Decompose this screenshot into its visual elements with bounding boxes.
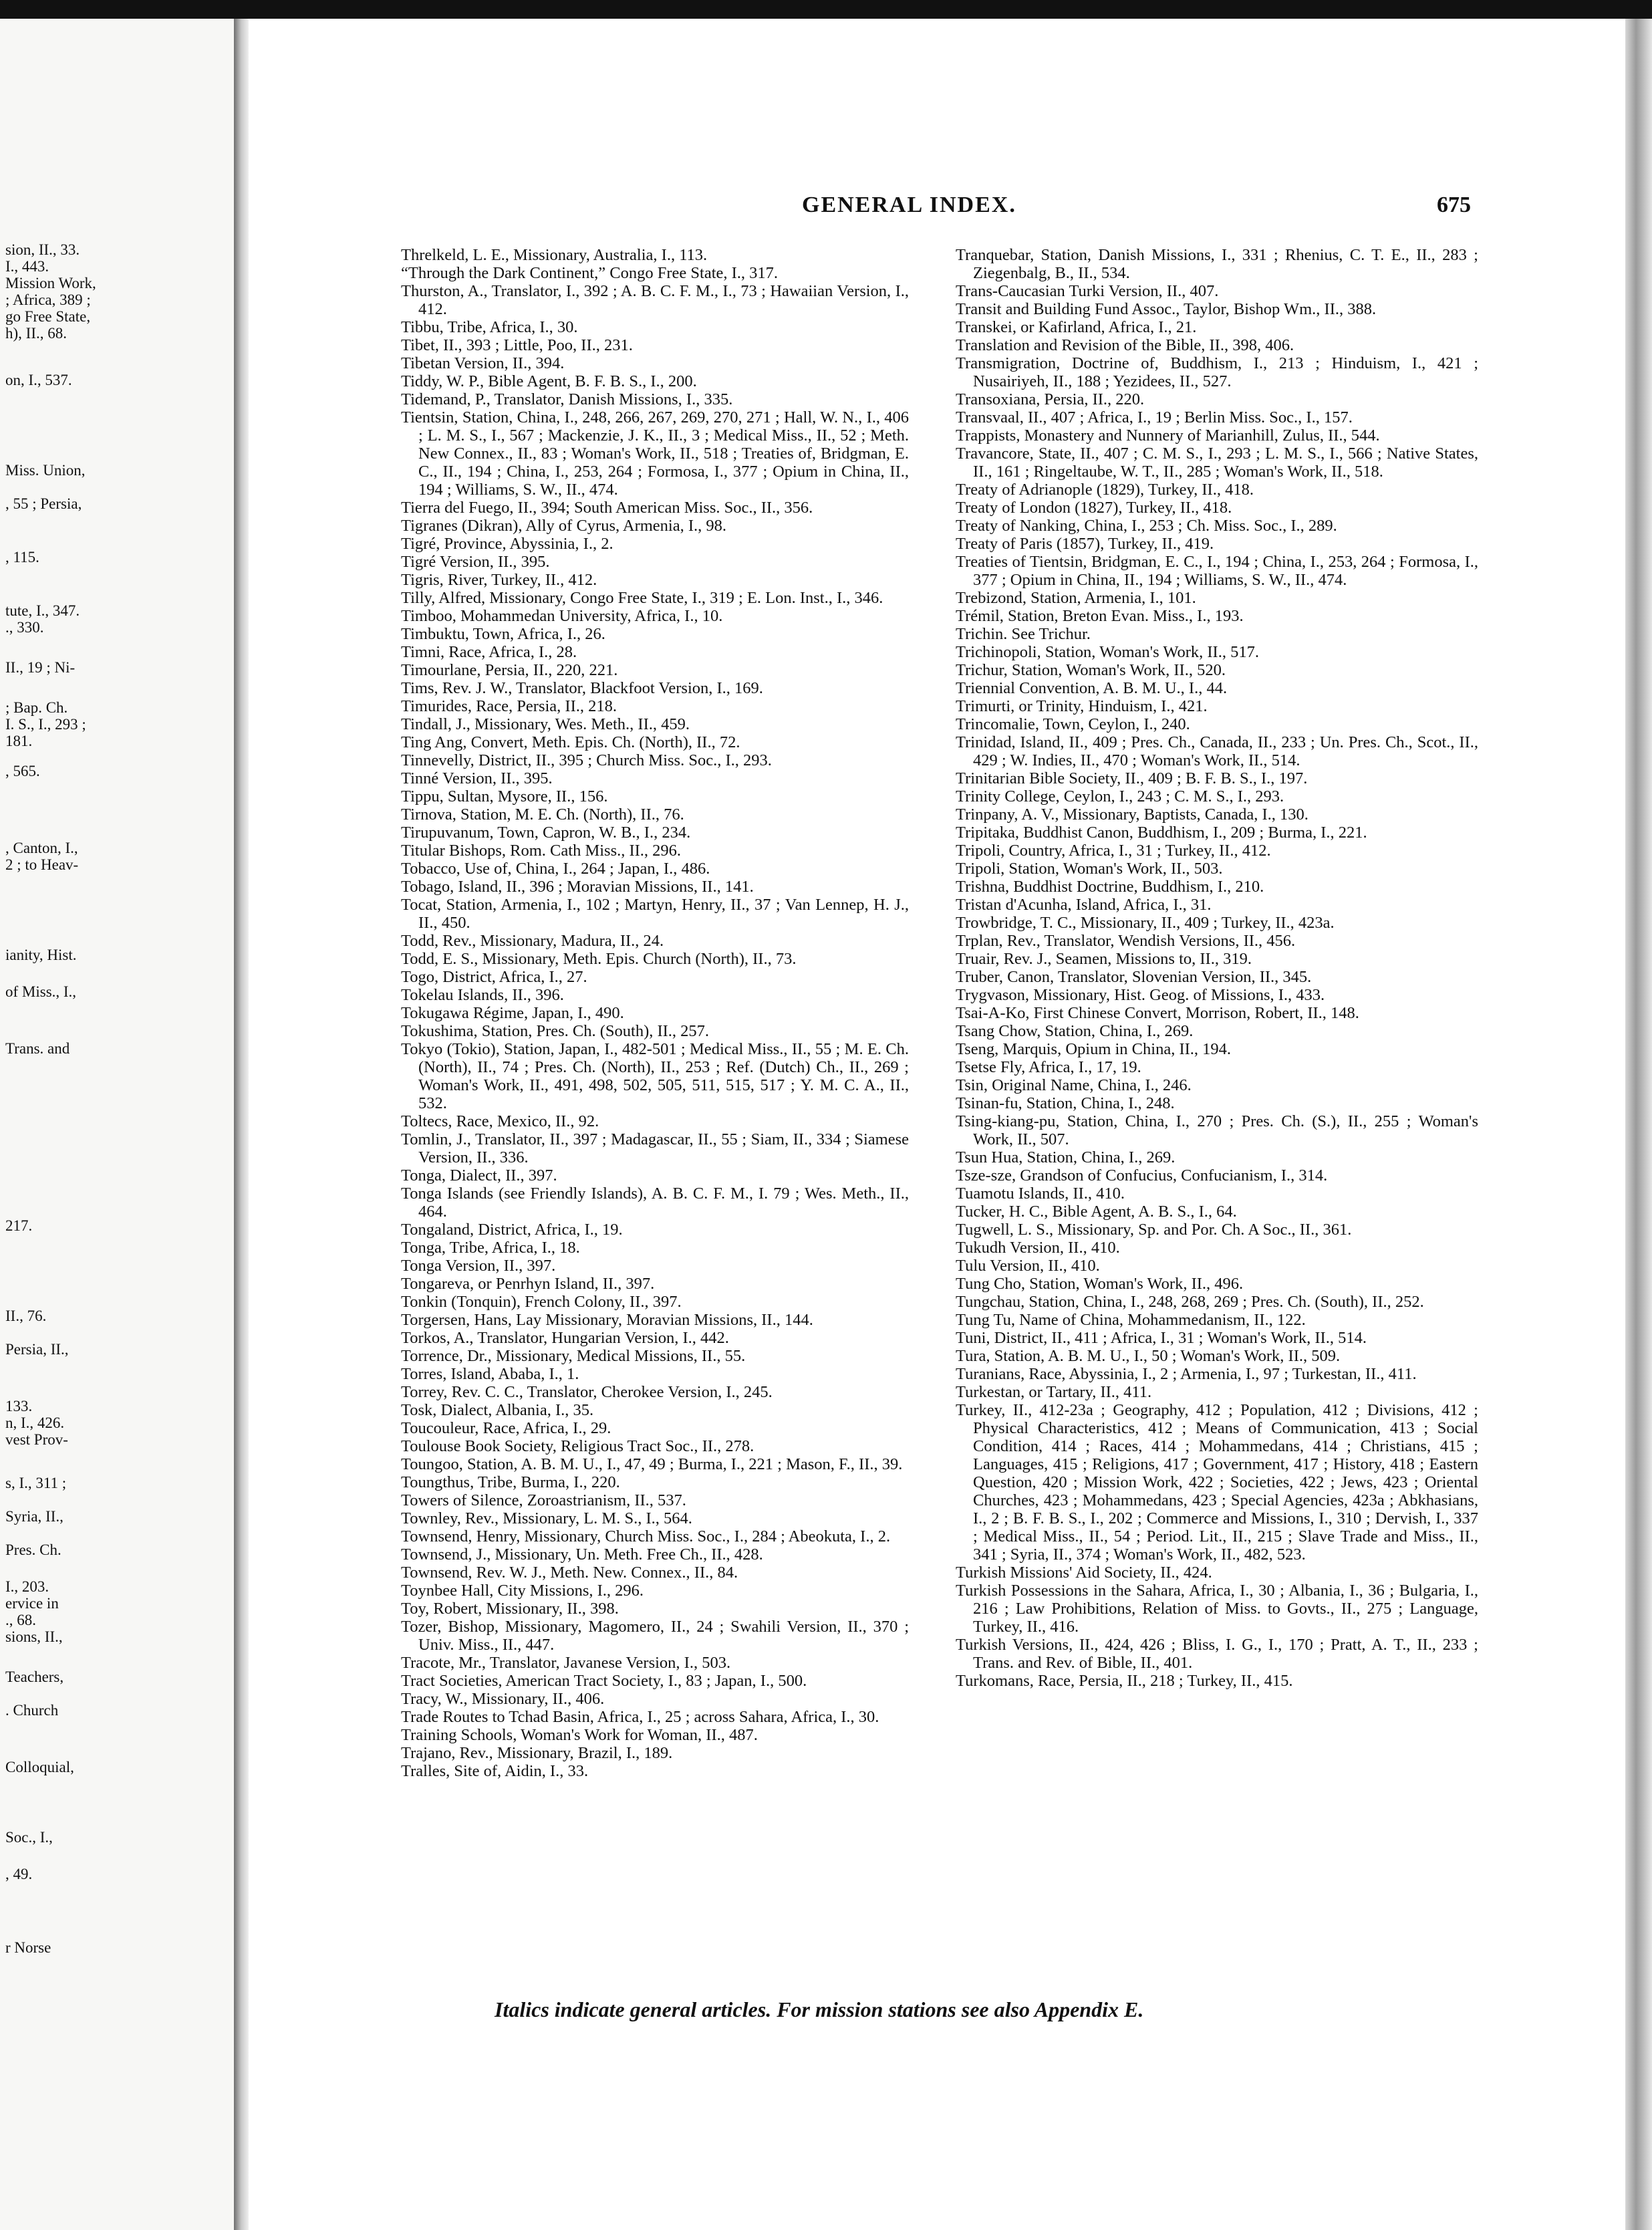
index-entry: Triennial Convention, A. B. M. U., I., 44. — [956, 679, 1228, 697]
index-entry: Tinné Version, II., 395. — [401, 769, 553, 787]
left-page-fragment: ; Africa, 389 ; — [5, 291, 91, 308]
index-entry: Torkos, A., Translator, Hungarian Version, I., 442. — [401, 1329, 729, 1347]
index-entry: Tokugawa Régime, Japan, I., 490. — [401, 1004, 624, 1022]
left-page-fragment: II., 19 ; Ni- — [5, 659, 76, 676]
index-entry: Turkestan, or Tartary, II., 411. — [956, 1383, 1152, 1401]
index-entry: Tristan d'Acunha, Island, Africa, I., 31. — [956, 896, 1212, 914]
left-page-fragment: Trans. and — [5, 1040, 70, 1057]
index-entry: Tracy, W., Missionary, II., 406. — [401, 1690, 605, 1708]
left-page-fragment: on, I., 537. — [5, 372, 72, 388]
index-entry: Tonga, Tribe, Africa, I., 18. — [401, 1239, 580, 1257]
index-entry: Translation and Revision of the Bible, II., 398, 406. — [956, 336, 1294, 354]
left-page-fragment: Teachers, — [5, 1668, 64, 1685]
index-entry: Tseng, Marquis, Opium in China, II., 194. — [956, 1040, 1232, 1058]
index-entry: Tripoli, Station, Woman's Work, II., 503. — [956, 860, 1223, 878]
index-entry: Threlkeld, L. E., Missionary, Australia, I., 113. — [401, 246, 708, 264]
index-entry: Turkish Missions' Aid Society, II., 424. — [956, 1564, 1212, 1582]
index-entry: Tsai-A-Ko, First Chinese Convert, Morrison, Robert, II., 148. — [956, 1004, 1359, 1022]
index-entry: Treaty of Nanking, China, I., 253 ; Ch. Miss. Soc., I., 289. — [956, 517, 1337, 535]
index-entry: Tsetse Fly, Africa, I., 17, 19. — [956, 1058, 1141, 1076]
index-entry: Tract Societies, American Tract Society, I., 83 ; Japan, I., 500. — [401, 1672, 807, 1690]
index-entry: Tracote, Mr., Translator, Javanese Version, I., 503. — [401, 1654, 731, 1672]
left-page-fragment: Syria, II., — [5, 1508, 63, 1525]
index-entry: Truair, Rev. J., Seamen, Missions to, II., 319. — [956, 950, 1252, 968]
index-entry: Trincomalie, Town, Ceylon, I., 240. — [956, 715, 1190, 733]
index-entry: Turkomans, Race, Persia, II., 218 ; Turkey, II., 415. — [956, 1672, 1293, 1690]
index-entry: Toy, Robert, Missionary, II., 398. — [401, 1600, 619, 1618]
scan-top-border — [0, 0, 1652, 19]
left-page-fragment: , 115. — [5, 549, 39, 566]
left-page-fragment: II., 76. — [5, 1308, 47, 1324]
left-page-fragment: . Church — [5, 1702, 59, 1719]
index-entry: Tidemand, P., Translator, Danish Missions, I., 335. — [401, 390, 733, 408]
left-page-fragment: ianity, Hist. — [5, 947, 77, 963]
index-entry: Transvaal, II., 407 ; Africa, I., 19 ; Berlin Miss. Soc., I., 157. — [956, 408, 1353, 426]
index-entry: Trichin. See Trichur. — [956, 625, 1091, 643]
index-entry: Tigré, Province, Abyssinia, I., 2. — [401, 535, 613, 553]
index-entry: Turkish Versions, II., 424, 426 ; Bliss, I. G., I., 170 ; Pratt, A. T., II., 233 ; Trans. and Rev. of Bible, II., 401. — [956, 1636, 1478, 1672]
index-entry: Townsend, Henry, Missionary, Church Miss. Soc., I., 284 ; Abeokuta, I., 2. — [401, 1527, 891, 1545]
index-entry: Treaty of Adrianople (1829), Turkey, II., 418. — [956, 481, 1254, 499]
index-entry: Tosk, Dialect, Albania, I., 35. — [401, 1401, 594, 1419]
index-entry: Tripitaka, Buddhist Canon, Buddhism, I., 209 ; Burma, I., 221. — [956, 824, 1367, 842]
left-page-fragment: 217. — [5, 1217, 33, 1234]
left-page-fragment: I. S., I., 293 ; — [5, 716, 86, 733]
index-entry: Trinity College, Ceylon, I., 243 ; C. M. S., I., 293. — [956, 787, 1284, 806]
index-entry: Tocat, Station, Armenia, I., 102 ; Martyn, Henry, II., 37 ; Van Lennep, H. J., II., 450. — [401, 896, 909, 932]
index-entry: Training Schools, Woman's Work for Woman, II., 487. — [401, 1726, 758, 1744]
index-entry: Tibet, II., 393 ; Little, Poo, II., 231. — [401, 336, 633, 354]
left-page-fragment: , 49. — [5, 1866, 33, 1882]
index-entry: Timboo, Mohammedan University, Africa, I., 10. — [401, 607, 723, 625]
index-entry: Ting Ang, Convert, Meth. Epis. Ch. (North), II., 72. — [401, 733, 740, 751]
index-entry: Toltecs, Race, Mexico, II., 92. — [401, 1112, 599, 1130]
left-page-fragment: ., 68. — [5, 1612, 36, 1628]
index-entry: Transoxiana, Persia, II., 220. — [956, 390, 1145, 408]
index-entry: Tonga, Dialect, II., 397. — [401, 1166, 557, 1185]
index-entry: Tindall, J., Missionary, Wes. Meth., II., 459. — [401, 715, 690, 733]
left-page-fragment: I., 203. — [5, 1578, 49, 1595]
index-entry: Turkish Possessions in the Sahara, Africa, I., 30 ; Albania, I., 36 ; Bulgaria, I., 216 ; Law Prohibitions, Relation of Miss. to Govts., II., 275 ; Language, Turkey, II., 416. — [956, 1582, 1478, 1636]
index-entry: Tuamotu Islands, II., 410. — [956, 1185, 1125, 1203]
index-entry: Toungoo, Station, A. B. M. U., I., 47, 49 ; Burma, I., 221 ; Mason, F., II., 39. — [401, 1455, 903, 1473]
left-page-fragment: s, I., 311 ; — [5, 1475, 67, 1491]
left-page-fragment: ., 330. — [5, 619, 44, 636]
index-entry: Tiddy, W. P., Bible Agent, B. F. B. S., I., 200. — [401, 372, 697, 390]
index-entry: Travancore, State, II., 407 ; C. M. S., I., 293 ; L. M. S., I., 566 ; Native States, II., 161 ; Ringeltaube, W. T., II., 285 ; Woman's Work, II., 518. — [956, 445, 1478, 481]
index-entry: Tokyo (Tokio), Station, Japan, I., 482-501 ; Medical Miss., II., 55 ; M. E. Ch. (North), II., 74 ; Pres. Ch. (North), II., 253 ; Ref. (Dutch) Ch., II., 269 ; Woman's Work, II., 491, 498, 502, 505, 511, 515, 517 ; Y. M. C. A., II., 532. — [401, 1040, 909, 1112]
index-entry: Tung Cho, Station, Woman's Work, II., 496. — [956, 1275, 1244, 1293]
left-page-edge — [0, 19, 234, 2230]
index-entry: Tsun Hua, Station, China, I., 269. — [956, 1148, 1176, 1166]
index-entry: Trajano, Rev., Missionary, Brazil, I., 189. — [401, 1744, 673, 1762]
index-entry: Trimurti, or Trinity, Hinduism, I., 421. — [956, 697, 1208, 715]
index-entry: Trichinopoli, Station, Woman's Work, II., 517. — [956, 643, 1259, 661]
index-entry: Tonga Islands (see Friendly Islands), A. B. C. F. M., I. 79 ; Wes. Meth., II., 464. — [401, 1185, 909, 1221]
index-entry: Tsang Chow, Station, China, I., 269. — [956, 1022, 1194, 1040]
index-entry: Trinpany, A. V., Missionary, Baptists, Canada, I., 130. — [956, 806, 1309, 824]
index-entry: Townley, Rev., Missionary, L. M. S., I., 564. — [401, 1509, 692, 1527]
index-entry: Tomlin, J., Translator, II., 397 ; Madagascar, II., 55 ; Siam, II., 334 ; Siamese Version, II., 336. — [401, 1130, 909, 1166]
index-entry: Tsin, Original Name, China, I., 246. — [956, 1076, 1192, 1094]
index-entry: Treaties of Tientsin, Bridgman, E. C., I., 194 ; China, I., 253, 264 ; Formosa, I., 377 ; Opium in China, II., 194 ; Williams, S. W., II., 474. — [956, 553, 1478, 589]
index-entry: Torrence, Dr., Missionary, Medical Missions, II., 55. — [401, 1347, 746, 1365]
left-page-fragment: I., 443. — [5, 258, 49, 275]
index-entry: Trappists, Monastery and Nunnery of Marianhill, Zulus, II., 544. — [956, 426, 1380, 445]
index-entry: Tientsin, Station, China, I., 248, 266, 267, 269, 270, 271 ; Hall, W. N., I., 406 ; L. M. S., I., 567 ; Mackenzie, J. K., II., 3 ; Medical Miss., II., 52 ; Meth. New Connex., II., 83 ; Woman's Work, II., 518 ; Treaties of, Bridgman, E. C., II., 194 ; China, I., 253, 264 ; Formosa, I., 377 ; Opium in China, II., 194 ; Williams, S. W., II., 474. — [401, 408, 909, 499]
index-entry: Tungchau, Station, China, I., 248, 268, 269 ; Pres. Ch. (South), II., 252. — [956, 1293, 1424, 1311]
index-entry: Trinitarian Bible Society, II., 409 ; B. F. B. S., I., 197. — [956, 769, 1308, 787]
index-entry: Tsze-sze, Grandson of Confucius, Confucianism, I., 314. — [956, 1166, 1328, 1185]
index-entry: Timurides, Race, Persia, II., 218. — [401, 697, 617, 715]
index-entry: Torgersen, Hans, Lay Missionary, Moravian Missions, II., 144. — [401, 1311, 813, 1329]
page-number: 675 — [1437, 193, 1471, 217]
index-entry: Tongareva, or Penrhyn Island, II., 397. — [401, 1275, 655, 1293]
index-entry: Tranquebar, Station, Danish Missions, I., 331 ; Rhenius, C. T. E., II., 283 ; Ziegenbalg, B., II., 534. — [956, 246, 1478, 282]
index-entry: Trishna, Buddhist Doctrine, Buddhism, I., 210. — [956, 878, 1264, 896]
footer-note: Italics indicate general articles. For mission stations see also Appendix E. — [495, 1997, 1144, 2021]
index-entry: Torres, Island, Ababa, I., 1. — [401, 1365, 579, 1383]
index-entry: Tripoli, Country, Africa, I., 31 ; Turkey, II., 412. — [956, 842, 1271, 860]
index-entry: Turanians, Race, Abyssinia, I., 2 ; Armenia, I., 97 ; Turkestan, II., 411. — [956, 1365, 1417, 1383]
index-entry: Toynbee Hall, City Missions, I., 296. — [401, 1582, 644, 1600]
index-entry: Trade Routes to Tchad Basin, Africa, I., 25 ; across Sahara, Africa, I., 30. — [401, 1708, 879, 1726]
index-entry: Tucker, H. C., Bible Agent, A. B. S., I., 64. — [956, 1203, 1237, 1221]
index-entry: Toungthus, Tribe, Burma, I., 220. — [401, 1473, 620, 1491]
index-entry: Tonga Version, II., 397. — [401, 1257, 556, 1275]
index-entry: Tulu Version, II., 410. — [956, 1257, 1100, 1275]
left-page-fragment: Miss. Union, — [5, 462, 86, 479]
index-entry: Tokelau Islands, II., 396. — [401, 986, 564, 1004]
left-page-fragment: vest Prov- — [5, 1431, 68, 1448]
index-entry: Tura, Station, A. B. M. U., I., 50 ; Woman's Work, II., 509. — [956, 1347, 1341, 1365]
index-entry: Trplan, Rev., Translator, Wendish Versions, II., 456. — [956, 932, 1296, 950]
left-page-fragment: 181. — [5, 733, 33, 749]
index-entry: Torrey, Rev. C. C., Translator, Cherokee Version, I., 245. — [401, 1383, 773, 1401]
index-entry: Tukudh Version, II., 410. — [956, 1239, 1120, 1257]
left-page-fragment: , 565. — [5, 763, 40, 779]
index-entry: Titular Bishops, Rom. Cath Miss., II., 296. — [401, 842, 682, 860]
left-page-fragment: of Miss., I., — [5, 983, 77, 1000]
index-entry: Todd, E. S., Missionary, Meth. Epis. Church (North), II., 73. — [401, 950, 797, 968]
index-entry: Tozer, Bishop, Missionary, Magomero, II., 24 ; Swahili Version, II., 370 ; Univ. Miss., II., 447. — [401, 1618, 909, 1654]
page-stack-edge — [1625, 19, 1652, 2230]
index-entry: Transit and Building Fund Assoc., Taylor, Bishop Wm., II., 388. — [956, 300, 1377, 318]
index-entry: Tigranes (Dikran), Ally of Cyrus, Armenia, I., 98. — [401, 517, 726, 535]
index-entry: Toucouleur, Race, Africa, I., 29. — [401, 1419, 611, 1437]
left-page-fragment: ervice in — [5, 1595, 59, 1612]
left-page-fragment: Pres. Ch. — [5, 1541, 61, 1558]
index-entry: Trygvason, Missionary, Hist. Geog. of Missions, I., 433. — [956, 986, 1325, 1004]
index-entry: Tralles, Site of, Aidin, I., 33. — [401, 1762, 589, 1780]
left-page-fragment: Mission Work, — [5, 275, 96, 291]
index-entry: Tigré Version, II., 395. — [401, 553, 550, 571]
index-entry: Trinidad, Island, II., 409 ; Pres. Ch., Canada, II., 233 ; Un. Pres. Ch., Scot., II., 429 ; W. Indies, II., 470 ; Woman's Work, II., 514. — [956, 733, 1478, 769]
index-entry: Tobacco, Use of, China, I., 264 ; Japan, I., 486. — [401, 860, 710, 878]
index-entry: Thurston, A., Translator, I., 392 ; A. B. C. F. M., I., 73 ; Hawaiian Version, I., 412. — [401, 282, 909, 318]
index-entry: Truber, Canon, Translator, Slovenian Version, II., 345. — [956, 968, 1312, 986]
index-entry: Tobago, Island, II., 396 ; Moravian Missions, II., 141. — [401, 878, 754, 896]
left-page-fragment: Persia, II., — [5, 1341, 69, 1358]
index-entry: Trowbridge, T. C., Missionary, II., 409 ; Turkey, II., 423a. — [956, 914, 1335, 932]
index-entry: Tippu, Sultan, Mysore, II., 156. — [401, 787, 608, 806]
index-entry: Tsing-kiang-pu, Station, China, I., 270 ; Pres. Ch. (S.), II., 255 ; Woman's Work, II., 507. — [956, 1112, 1478, 1148]
left-page-fragment: go Free State, — [5, 308, 91, 325]
index-entry: Tierra del Fuego, II., 394; South American Miss. Soc., II., 356. — [401, 499, 813, 517]
index-entry: Togo, District, Africa, I., 27. — [401, 968, 587, 986]
left-page-fragment: r Norse — [5, 1939, 51, 1956]
index-entry: Towers of Silence, Zoroastrianism, II., 537. — [401, 1491, 686, 1509]
index-entry: Tibbu, Tribe, Africa, I., 30. — [401, 318, 578, 336]
index-entry: Transmigration, Doctrine of, Buddhism, I., 213 ; Hinduism, I., 421 ; Nusairiyeh, II., 188 ; Yezidees, II., 527. — [956, 354, 1478, 390]
index-entry: Treaty of London (1827), Turkey, II., 418. — [956, 499, 1232, 517]
index-entry: Tibetan Version, II., 394. — [401, 354, 565, 372]
index-entry: “Through the Dark Continent,” Congo Free State, I., 317. — [401, 264, 779, 282]
index-entry: Tigris, River, Turkey, II., 412. — [401, 571, 597, 589]
index-entry: Tsinan-fu, Station, China, I., 248. — [956, 1094, 1175, 1112]
page-title: GENERAL INDEX. — [802, 193, 1016, 217]
left-page-fragment: Soc., I., — [5, 1829, 53, 1846]
left-page-fragment: sion, II., 33. — [5, 241, 80, 258]
index-entry: Trans-Caucasian Turki Version, II., 407. — [956, 282, 1219, 300]
index-entry: Townsend, Rev. W. J., Meth. New. Connex., II., 84. — [401, 1564, 738, 1582]
left-page-fragment: 133. — [5, 1398, 33, 1414]
index-entry: Trebizond, Station, Armenia, I., 101. — [956, 589, 1196, 607]
index-entry: Tonkin (Tonquin), French Colony, II., 397. — [401, 1293, 682, 1311]
index-entry: Treaty of Paris (1857), Turkey, II., 419. — [956, 535, 1214, 553]
index-entry: Tinnevelly, District, II., 395 ; Church Miss. Soc., I., 293. — [401, 751, 772, 769]
index-entry: Tugwell, L. S., Missionary, Sp. and Por. Ch. A Soc., II., 361. — [956, 1221, 1352, 1239]
index-entry: Transkei, or Kafirland, Africa, I., 21. — [956, 318, 1197, 336]
left-page-fragment: , 55 ; Persia, — [5, 495, 82, 512]
left-page-fragment: h), II., 68. — [5, 325, 67, 342]
index-entry: Tilly, Alfred, Missionary, Congo Free State, I., 319 ; E. Lon. Inst., I., 346. — [401, 589, 883, 607]
index-entry: Toulouse Book Society, Religious Tract Soc., II., 278. — [401, 1437, 754, 1455]
left-page-fragment: sions, II., — [5, 1628, 63, 1645]
left-page-fragment: ; Bap. Ch. — [5, 699, 68, 716]
index-entry: Tongaland, District, Africa, I., 19. — [401, 1221, 623, 1239]
book-gutter — [234, 19, 249, 2230]
index-entry: Timni, Race, Africa, I., 28. — [401, 643, 577, 661]
left-page-fragment: tute, I., 347. — [5, 602, 80, 619]
left-page-fragment: , Canton, I., — [5, 840, 78, 856]
index-entry: Timbuktu, Town, Africa, I., 26. — [401, 625, 605, 643]
index-entry: Tirupuvanum, Town, Capron, W. B., I., 234. — [401, 824, 691, 842]
index-entry: Todd, Rev., Missionary, Madura, II., 24. — [401, 932, 664, 950]
index-entry: Trichur, Station, Woman's Work, II., 520. — [956, 661, 1226, 679]
index-column-right — [956, 246, 1478, 1690]
index-entry: Tung Tu, Name of China, Mohammedanism, II., 122. — [956, 1311, 1306, 1329]
index-entry: Trémil, Station, Breton Evan. Miss., I., 193. — [956, 607, 1244, 625]
left-page-fragment: 2 ; to Heav- — [5, 856, 79, 873]
left-page-fragment: n, I., 426. — [5, 1414, 65, 1431]
index-entry: Tuni, District, II., 411 ; Africa, I., 31 ; Woman's Work, II., 514. — [956, 1329, 1367, 1347]
index-column-left — [401, 246, 909, 1780]
index-entry: Tokushima, Station, Pres. Ch. (South), II., 257. — [401, 1022, 710, 1040]
index-entry: Townsend, J., Missionary, Un. Meth. Free Ch., II., 428. — [401, 1545, 763, 1564]
index-entry: Tirnova, Station, M. E. Ch. (North), II., 76. — [401, 806, 684, 824]
index-entry: Turkey, II., 412-23a ; Geography, 412 ; Population, 412 ; Divisions, 412 ; Physical Characteristics, 412 ; Means of Communication, 413 ; Social Condition, 414 ; Races, 414 ; Mohammedans, 414 ; Christians, 415 ; Languages, 415 ; Religions, 417 ; Government, 417 ; History, 418 ; Eastern Question, 420 ; Mission Work, 422 ; Societies, 422 ; Jews, 423 ; Oriental Churches, 423 ; Mohammedans, 423 ; Special Agencies, 423a ; Abkhasians, I., 2 ; B. F. B. S., I., 202 ; Commerce and Missions, I., 310 ; Dervish, I., 337 ; Medical Miss., II., 54 ; Period. Lit., II., 215 ; Slave Trade and Miss., II., 341 ; Syria, II., 374 ; Woman's Work, II., 482, 523. — [956, 1401, 1478, 1564]
index-entry: Tims, Rev. J. W., Translator, Blackfoot Version, I., 169. — [401, 679, 763, 697]
left-page-fragment: Colloquial, — [5, 1759, 74, 1775]
index-entry: Timourlane, Persia, II., 220, 221. — [401, 661, 618, 679]
